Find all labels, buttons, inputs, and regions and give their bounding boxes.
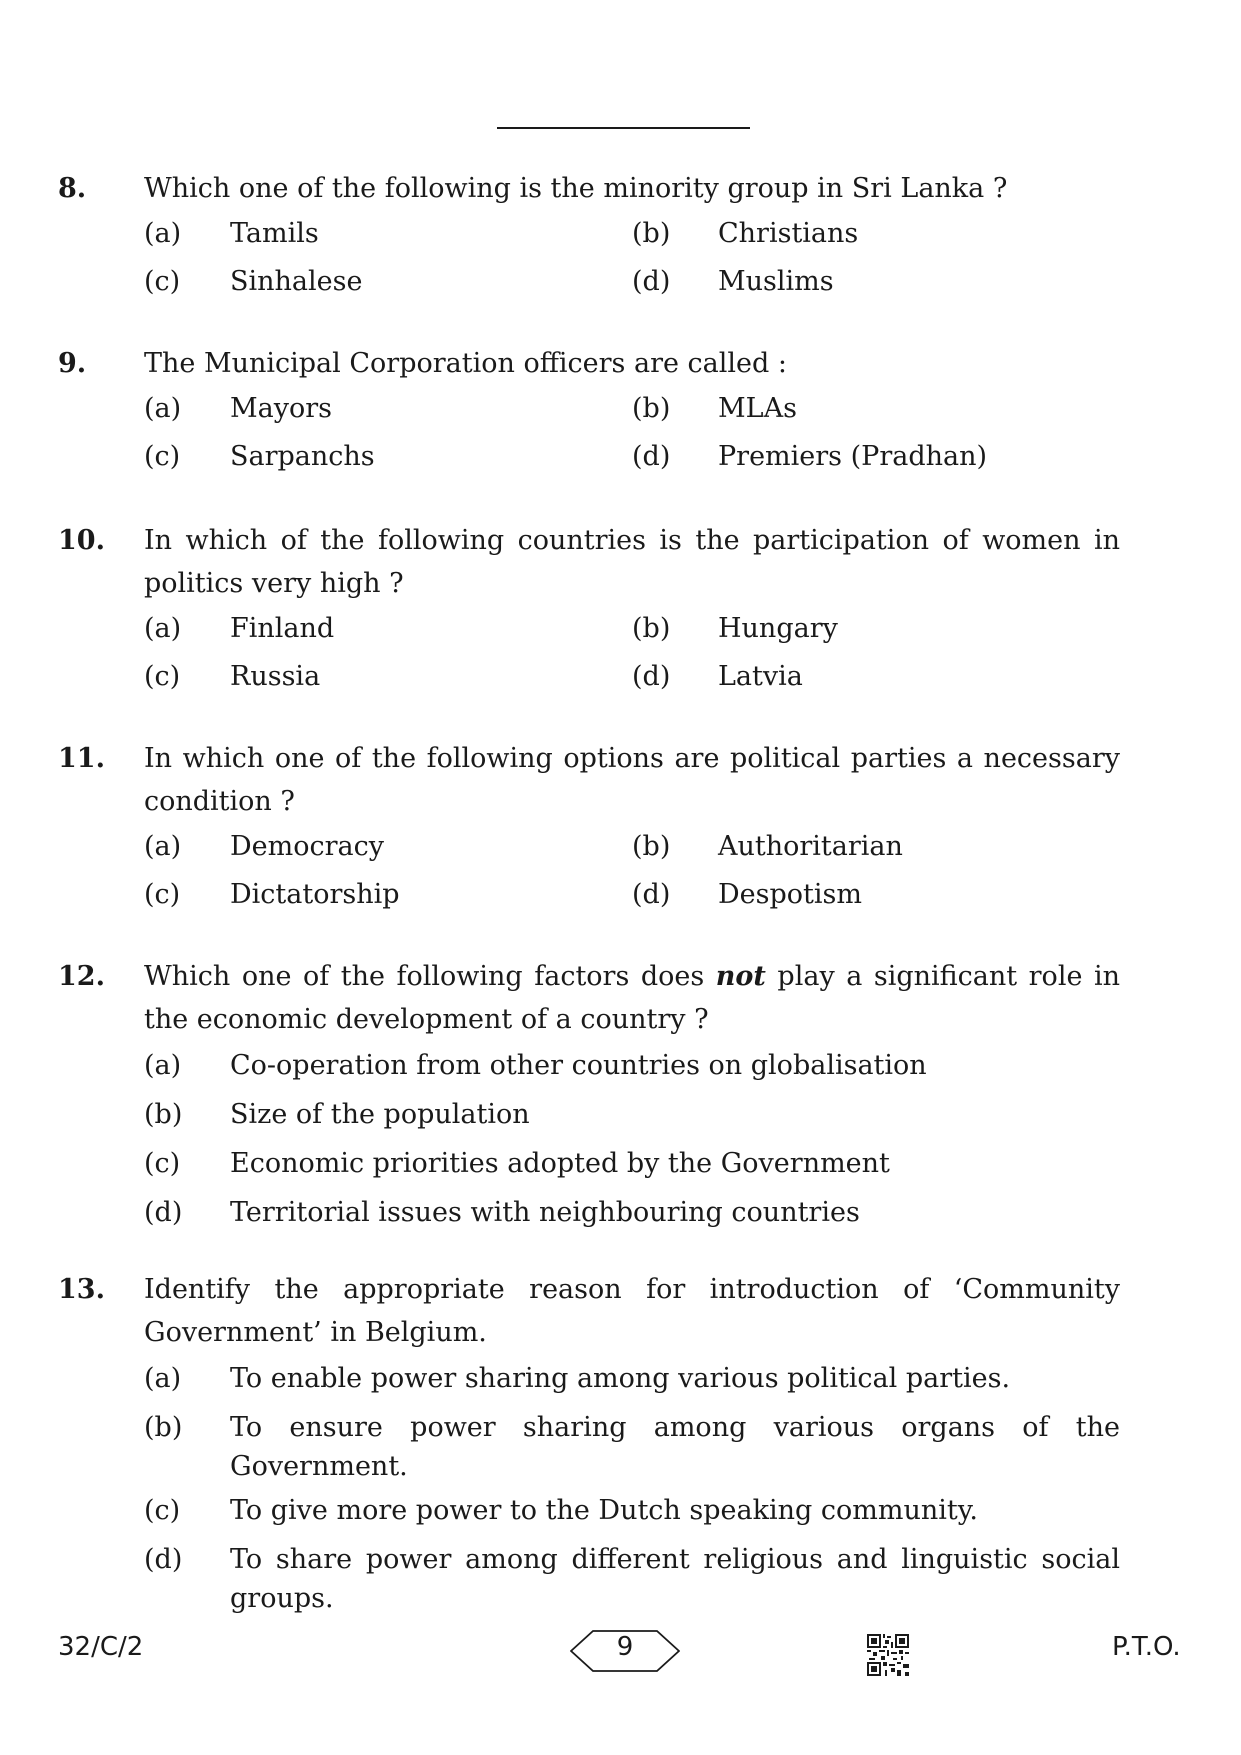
option-a[interactable] <box>58 1354 1120 1403</box>
question-text: The Municipal Corporation officers are called : <box>144 348 787 379</box>
option-label: (b) <box>632 613 671 644</box>
option-label: (d) <box>632 266 671 297</box>
option-text: Latvia <box>718 661 803 692</box>
question-number: 8. <box>58 173 87 204</box>
question-9 <box>58 342 1120 481</box>
page-number-badge <box>570 1628 680 1674</box>
question-11 <box>58 737 1120 919</box>
question-10 <box>58 519 1120 701</box>
option-text: To give more power to the Dutch speaking community. <box>230 1495 978 1526</box>
option-label: (c) <box>144 879 181 910</box>
option-text: Territorial issues with neighbouring countries <box>230 1197 860 1228</box>
option-text: Russia <box>230 661 321 692</box>
option-text: To share power among different religious and linguistic social groups. <box>230 1544 1120 1614</box>
page-footer <box>0 1628 1241 1678</box>
question-8 <box>58 167 1120 306</box>
question-text-end: play a significant role in the economic development of a country ? <box>144 961 1120 1035</box>
option-label: (b) <box>632 831 671 862</box>
option-label: (a) <box>144 613 182 644</box>
question-number: 13. <box>58 1274 105 1305</box>
question-text: Identify the appropriate reason for introduction of ‘Community Government’ in Belgium. <box>144 1274 1120 1348</box>
question-text: In which one of the following options are political parties a necessary condition ? <box>144 743 1120 817</box>
option-text: Democracy <box>230 831 384 862</box>
paper-code: 32/C/2 <box>58 1632 144 1662</box>
question-number: 12. <box>58 961 105 992</box>
option-label: (a) <box>144 1363 182 1394</box>
question-text-emphasis: not <box>715 961 766 992</box>
option-text: Dictatorship <box>230 879 400 910</box>
option-text: Co-operation from other countries on globalisation <box>230 1050 927 1081</box>
option-text: Sarpanchs <box>230 441 375 472</box>
option-text: Finland <box>230 613 335 644</box>
option-label: (b) <box>144 1099 183 1130</box>
option-label: (a) <box>144 393 182 424</box>
question-text: Which one of the following is the minority group in Sri Lanka ? <box>144 173 1008 204</box>
page-number: 9 <box>616 1632 634 1662</box>
option-label: (c) <box>144 661 181 692</box>
option-d[interactable] <box>58 1535 1120 1618</box>
option-text: To ensure power sharing among various organs of the Government. <box>230 1412 1120 1482</box>
option-label: (d) <box>632 879 671 910</box>
option-c[interactable] <box>58 1139 1120 1188</box>
question-number: 10. <box>58 525 105 556</box>
question-text <box>144 955 1120 1041</box>
option-label: (d) <box>632 661 671 692</box>
question-text: In which of the following countries is the participation of women in politics very high ? <box>144 525 1120 599</box>
option-label: (d) <box>144 1544 183 1575</box>
option-text: Premiers (Pradhan) <box>718 441 988 472</box>
option-d[interactable] <box>58 1188 1120 1237</box>
option-label: (d) <box>632 441 671 472</box>
option-text: To enable power sharing among various political parties. <box>230 1363 1011 1394</box>
option-text: Hungary <box>718 613 838 644</box>
option-label: (c) <box>144 266 181 297</box>
option-label: (b) <box>144 1412 183 1443</box>
option-text: Economic priorities adopted by the Government <box>230 1148 890 1179</box>
qr-code-icon <box>867 1634 909 1676</box>
option-text: Size of the population <box>230 1099 530 1130</box>
option-label: (c) <box>144 1495 181 1526</box>
option-text: Despotism <box>718 879 862 910</box>
option-label: (b) <box>632 218 671 249</box>
option-b[interactable] <box>58 1403 1120 1486</box>
question-13 <box>58 1268 1120 1618</box>
option-label: (c) <box>144 1148 181 1179</box>
question-number: 9. <box>58 348 87 379</box>
option-text: Muslims <box>718 266 834 297</box>
option-label: (c) <box>144 441 181 472</box>
option-c[interactable] <box>58 1486 1120 1535</box>
please-turn-over: P.T.O. <box>1112 1632 1181 1662</box>
option-text: Tamils <box>230 218 319 249</box>
option-label: (a) <box>144 218 182 249</box>
question-text-start: Which one of the following factors does <box>144 961 716 992</box>
option-text: Sinhalese <box>230 266 363 297</box>
option-b[interactable] <box>58 1090 1120 1139</box>
question-12 <box>58 955 1120 1237</box>
option-label: (d) <box>144 1197 183 1228</box>
question-number: 11. <box>58 743 105 774</box>
option-label: (a) <box>144 831 182 862</box>
option-text: Christians <box>718 218 859 249</box>
option-text: MLAs <box>718 393 797 424</box>
option-a[interactable] <box>58 1041 1120 1090</box>
top-divider <box>497 127 750 129</box>
option-label: (a) <box>144 1050 182 1081</box>
option-text: Mayors <box>230 393 333 424</box>
option-text: Authoritarian <box>718 831 903 862</box>
option-label: (b) <box>632 393 671 424</box>
